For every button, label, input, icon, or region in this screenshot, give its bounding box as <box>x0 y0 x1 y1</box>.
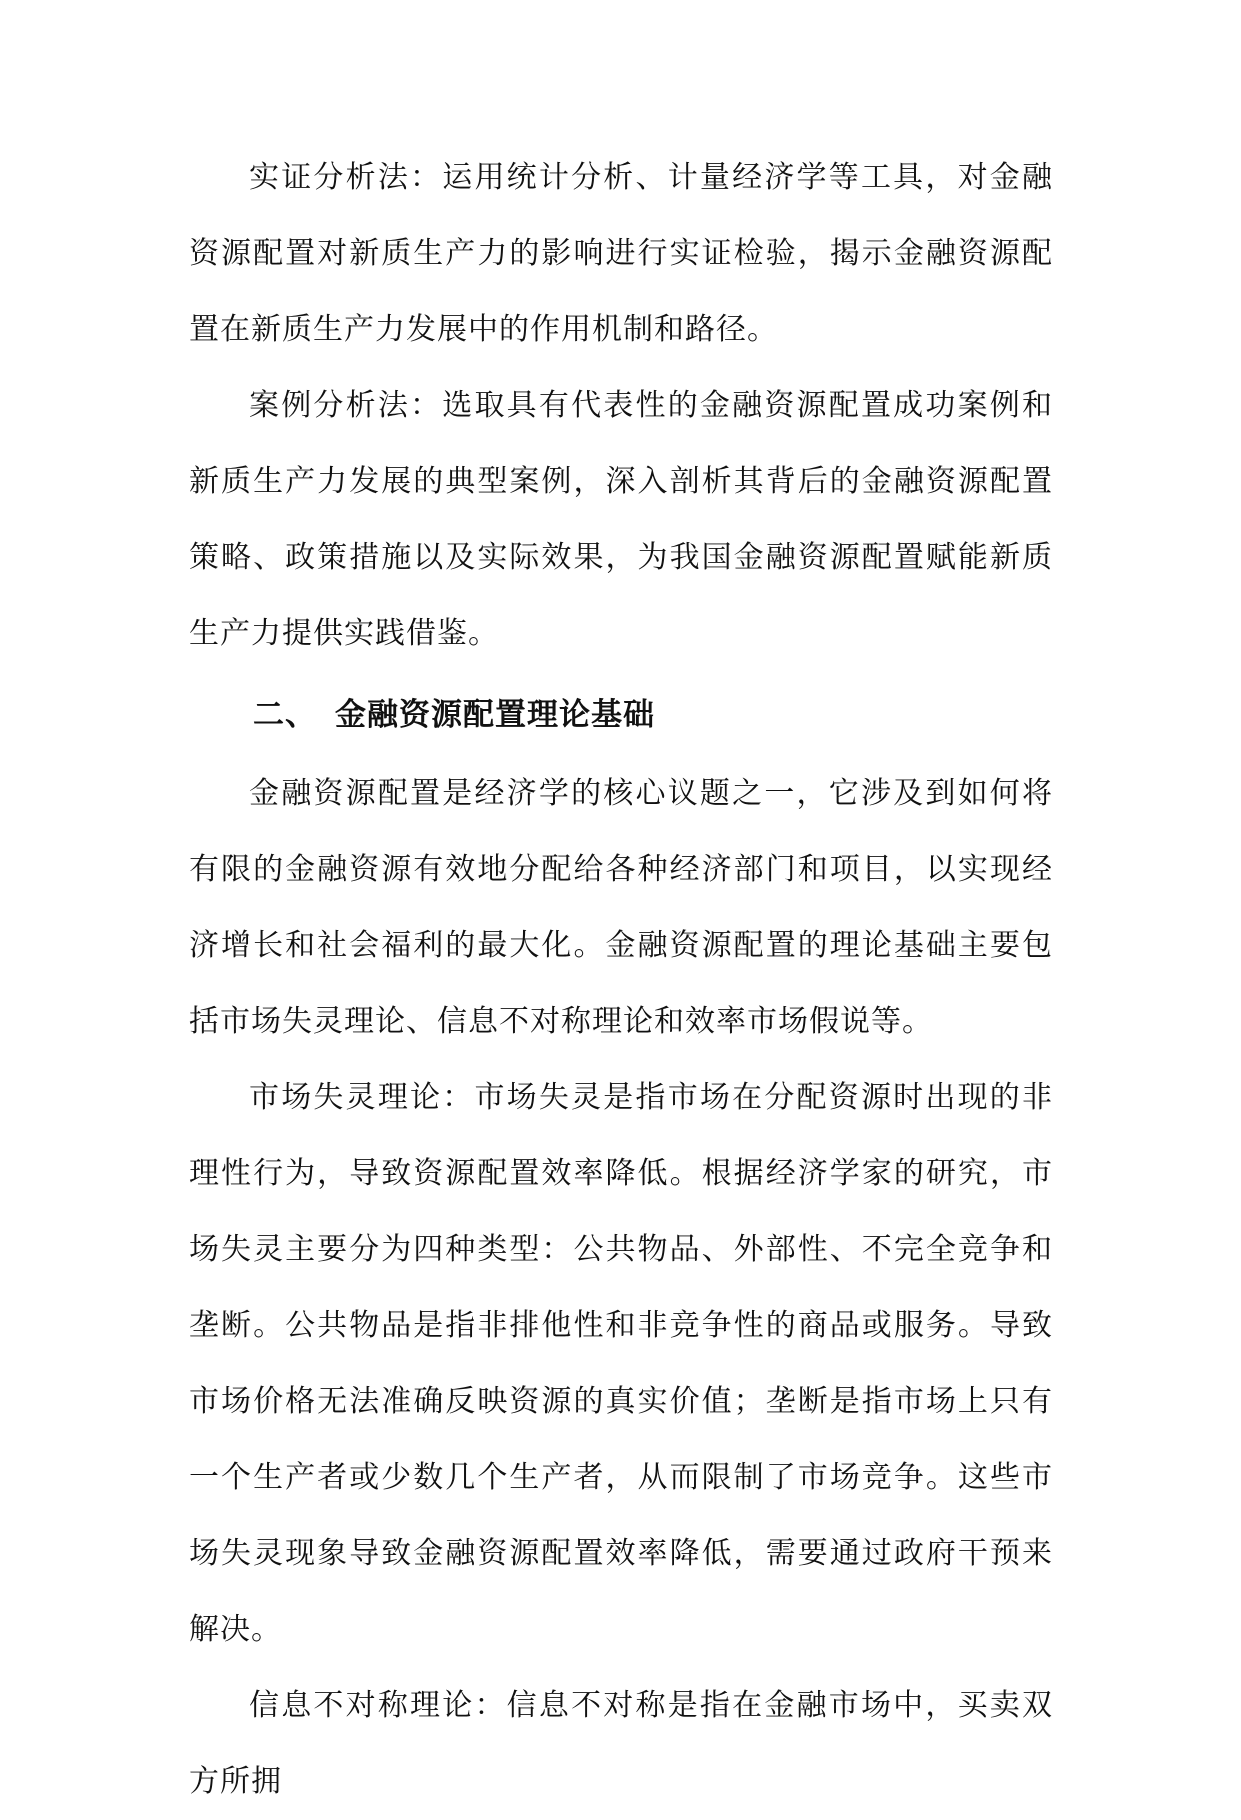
section-heading <box>189 682 1053 748</box>
paragraph-case-analysis: 案例分析法：选取具有代表性的金融资源配置成功案例和新质生产力发展的典型案例，深入剖析其背后的金融资源配置策略、政策措施以及实际效果，为我国金融资源配置赋能新质生产力提供实践借鉴。 <box>189 388 1053 651</box>
paragraph-market-failure-theory: 市场失灵理论：市场失灵是指市场在分配资源时出现的非理性行为，导致资源配置效率降低。根据经济学家的研究，市场失灵主要分为四种类型：公共物品、外部性、不完全竞争和垄断。公共物品是指非排他性和非竞争性的商品或服务。导致市场价格无法准确反映资源的真实价值；垄断是指市场上只有一个生产者或少数几个生产者，从而限制了市场竞争。这些市场失灵现象导致金融资源配置效率降低，需要通过政府干预来解决。 <box>189 1080 1053 1647</box>
paragraph-information-asymmetry-theory: 信息不对称理论：信息不对称是指在金融市场中，买卖双方所拥 <box>189 1688 1053 1799</box>
paragraph-empirical-analysis: 实证分析法：运用统计分析、计量经济学等工具，对金融资源配置对新质生产力的影响进行实证检验，揭示金融资源配置在新质生产力发展中的作用机制和路径。 <box>189 160 1053 347</box>
section-number: 二、 <box>253 697 317 733</box>
paragraph-financial-resource-allocation: 金融资源配置是经济学的核心议题之一，它涉及到如何将有限的金融资源有效地分配给各种经济部门和项目，以实现经济增长和社会福利的最大化。金融资源配置的理论基础主要包括市场失灵理论、信息不对称理论和效率市场假说等。 <box>189 776 1053 1039</box>
document-body <box>189 140 1053 1820</box>
section-title: 金融资源配置理论基础 <box>335 697 655 733</box>
